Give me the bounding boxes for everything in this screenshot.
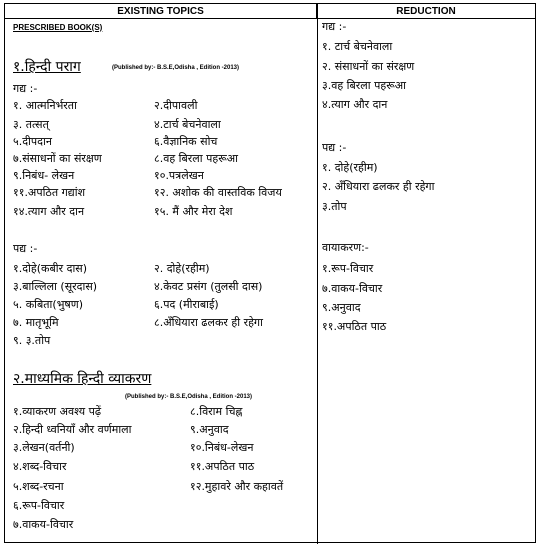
vyakaran-item: ३.लेखन(वर्तनी) xyxy=(13,441,75,454)
gadya-item: १४.त्याग और दान xyxy=(13,205,85,218)
gadya-item: १२. अशोक की वास्तविक विजय xyxy=(154,186,282,199)
prescribed-books-label: PRESCRIBED BOOK(S) xyxy=(13,23,103,32)
reduction-gadya-item: ३.वह बिरला पहरूआ xyxy=(322,79,406,92)
gadya-item: १०.पत्रलेखन xyxy=(154,169,204,182)
padya-item: ८.अँधियारा ढलकर ही रहेगा xyxy=(154,316,263,329)
reduction-padya-item: ३.तोप xyxy=(322,200,347,213)
padya-item: ९. ३.तोप xyxy=(13,334,51,347)
padya-item: ३.बाल्लिला (सूरदास) xyxy=(13,280,98,293)
reduction-padya-heading: पद्य :- xyxy=(322,141,347,154)
book1-gadya-heading: गद्य :- xyxy=(13,82,38,95)
gadya-item: ४.टार्च बेचनेवाला xyxy=(154,118,221,131)
existing-topics-header: EXISTING TOPICS xyxy=(5,4,317,19)
vyakaran-item: ९.अनुवाद xyxy=(190,423,229,436)
gadya-item: २.दीपावली xyxy=(154,99,198,112)
padya-item: ५. कबिता(भुषण) xyxy=(13,298,84,311)
reduction-vyakaran-item: ७.वाकय-विचार xyxy=(322,282,383,295)
book1-title: १.हिन्दी पराग xyxy=(13,59,81,75)
reduction-vyakaran-item: १.रूप-विचार xyxy=(322,262,374,275)
padya-item: २. दोहे(रहीम) xyxy=(154,262,210,275)
vyakaran-item: ८.विराम चिह्न xyxy=(190,405,243,418)
reduction-vyakaran-heading: वायाकरण:- xyxy=(322,241,369,254)
padya-item: ६.पद (मीराबाई) xyxy=(154,298,219,311)
gadya-item: ३. तत्सत् xyxy=(13,118,49,131)
column-divider xyxy=(317,4,318,544)
gadya-item: १५. मैं और मेरा देश xyxy=(154,205,233,218)
gadya-item: ६.वैज्ञानिक सोच xyxy=(154,135,218,148)
vyakaran-item: ११.अपठित पाठ xyxy=(190,460,255,473)
padya-item: १.दोहे(कबीर दास) xyxy=(13,262,88,275)
reduction-gadya-item: २. संसाधनों का संरक्षण xyxy=(322,60,415,73)
vyakaran-item: ६.रूप-विचार xyxy=(13,499,65,512)
vyakaran-item: ५.शब्द-रचना xyxy=(13,480,64,493)
reduction-vyakaran-item: ११.अपठित पाठ xyxy=(322,320,387,333)
gadya-item: १. आत्मनिर्भरता xyxy=(13,99,77,112)
vyakaran-item: ७.वाकय-विचार xyxy=(13,518,74,531)
book2-title: २.माध्यमिक हिन्दी व्याकरण xyxy=(13,371,152,387)
vyakaran-item: २.हिन्दी ध्वनियाँ और वर्णमाला xyxy=(13,423,132,436)
gadya-item: ११.अपठित गद्यांश xyxy=(13,186,86,199)
gadya-item: ५.दीपदान xyxy=(13,135,52,148)
vyakaran-item: १०.निबंध-लेखन xyxy=(190,441,254,454)
vyakaran-item: ४.शब्द-विचार xyxy=(13,460,67,473)
gadya-item: ८.वह बिरला पहरूआ xyxy=(154,152,238,165)
padya-item: ७. मातृभूमि xyxy=(13,316,59,329)
reduction-vyakaran-item: ९.अनुवाद xyxy=(322,301,361,314)
vyakaran-item: १.व्याकरण अवश्य पढ़ें xyxy=(13,405,102,418)
reduction-header: REDUCTION xyxy=(317,4,535,19)
padya-item: ४.केवट प्रसंग (तुलसी दास) xyxy=(154,280,263,293)
gadya-item: ९.निबंध- लेखन xyxy=(13,169,75,182)
book1-padya-heading: पद्य :- xyxy=(13,242,38,255)
book2-published: (Published by:- B.S.E,Odisha , Edition -2013) xyxy=(125,394,253,400)
reduction-gadya-item: ४.त्याग और दान xyxy=(322,98,388,111)
reduction-padya-item: २. अँधियारा ढलकर ही रहेगा xyxy=(322,180,435,193)
reduction-gadya-heading: गद्य :- xyxy=(322,20,347,33)
book1-published: (Published by:- B.S.E,Odisha , Edition -2013) xyxy=(112,65,240,71)
gadya-item: ७.संसाधनों का संरक्षण xyxy=(13,152,102,165)
reduction-padya-item: १. दोहे(रहीम) xyxy=(322,161,378,174)
vyakaran-item: १२.मुहावरे और कहावतें xyxy=(190,480,284,493)
reduction-gadya-item: १. टार्च बेचनेवाला xyxy=(322,40,393,53)
